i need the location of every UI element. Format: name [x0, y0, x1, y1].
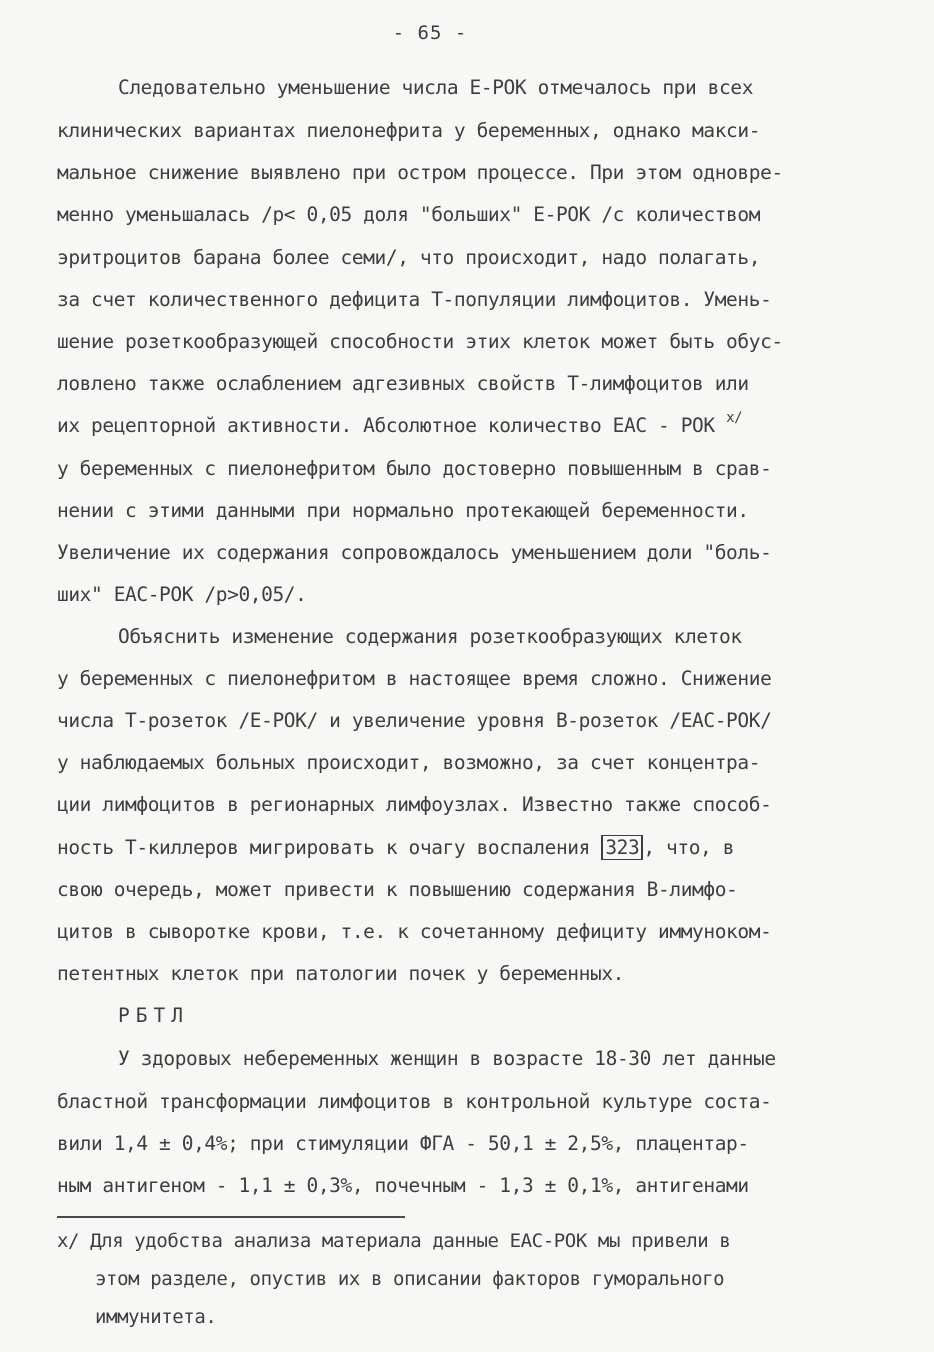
paragraph-line: менно уменьшалась /р< 0,05 доля "больших" Е-РОК /с количеством: [57, 203, 761, 226]
paragraph-line: Объяснить изменение содержания розеткообразующих клеток: [118, 625, 742, 648]
footnote-line: x/ Для удобства анализа материала данные ЕАС-РОК мы привели в: [57, 1230, 731, 1252]
paragraph-line: ших" ЕАС-РОК /р>0,05/.: [57, 583, 307, 606]
footnote-line: этом разделе, опустив их в описании факторов гуморального: [95, 1268, 725, 1290]
paragraph-line: [57, 411, 742, 443]
paragraph-line: бластной трансформации лимфоцитов в контрольной культуре соста-: [57, 1090, 772, 1113]
paragraph-line: ции лимфоцитов в регионарных лимфоузлах. Известно также способ-: [57, 793, 772, 816]
page-number: - 65 -: [392, 22, 468, 44]
footnote-line: иммунитета.: [95, 1306, 217, 1328]
paragraph-line: Следовательно уменьшение числа Е-РОК отмечалось при всех: [118, 76, 754, 99]
paragraph-line-text: их рецепторной активности. Абсолютное количество ЕАС - РОК: [57, 414, 727, 437]
paragraph-line: нении с этими данными при нормально протекающей беременности.: [57, 499, 749, 522]
paragraph-line: клинических вариантах пиелонефрита у беременных, однако макси-: [57, 119, 761, 142]
section-heading: РБТЛ: [118, 1004, 189, 1027]
paragraph-line: ным антигеном - 1,1 ± 0,3%, почечным - 1,3 ± 0,1%, антигенами: [57, 1174, 749, 1197]
paragraph-line: шение розеткообразующей способности этих клеток может быть обус-: [57, 330, 783, 353]
paragraph-line: мальное снижение выявлено при остром процессе. При этом одновре-: [57, 161, 783, 184]
paragraph-line: свою очередь, может привести к повышению содержания В-лимфо-: [57, 878, 738, 901]
paragraph-line-text: ность Т-киллеров мигрировать к очагу воспаления: [57, 836, 602, 859]
paragraph-line: петентных клеток при патологии почек у беременных.: [57, 962, 624, 985]
paragraph-line: за счет количественного дефицита Т-популяции лимфоцитов. Умень-: [57, 288, 772, 311]
paragraph-line: у беременных с пиелонефритом было достоверно повышенным в срав-: [57, 457, 772, 480]
paragraph-line-text: , что, в: [643, 836, 735, 859]
footnote-marker: x/: [726, 410, 743, 426]
paragraph-line: эритроцитов барана более семи/, что происходит, надо полагать,: [57, 246, 761, 269]
paragraph-line: цитов в сыворотке крови, т.е. к сочетанному дефициту иммуноком-: [57, 920, 772, 943]
paragraph-line: Увеличение их содержания сопровождалось уменьшением доли "боль-: [57, 541, 772, 564]
paragraph-line: числа Т-розеток /Е-РОК/ и увеличение уровня В-розеток /ЕАС-РОК/: [57, 709, 772, 732]
paragraph-line: у наблюдаемых больных происходит, возможно, за счет концентра-: [57, 751, 761, 774]
paragraph-line: вили 1,4 ± 0,4%; при стимуляции ФГА - 50,1 ± 2,5%, плацентар-: [57, 1132, 749, 1155]
citation-reference: 323: [601, 835, 643, 860]
paragraph-line: У здоровых небеременных женщин в возрасте 18-30 лет данные: [118, 1047, 776, 1070]
footnote-divider: [57, 1216, 405, 1218]
paragraph-line: у беременных с пиелонефритом в настоящее время сложно. Снижение: [57, 667, 772, 690]
paragraph-line: [57, 833, 734, 863]
paragraph-line: ловлено также ослаблением адгезивных свойств Т-лимфоцитов или: [57, 372, 749, 395]
